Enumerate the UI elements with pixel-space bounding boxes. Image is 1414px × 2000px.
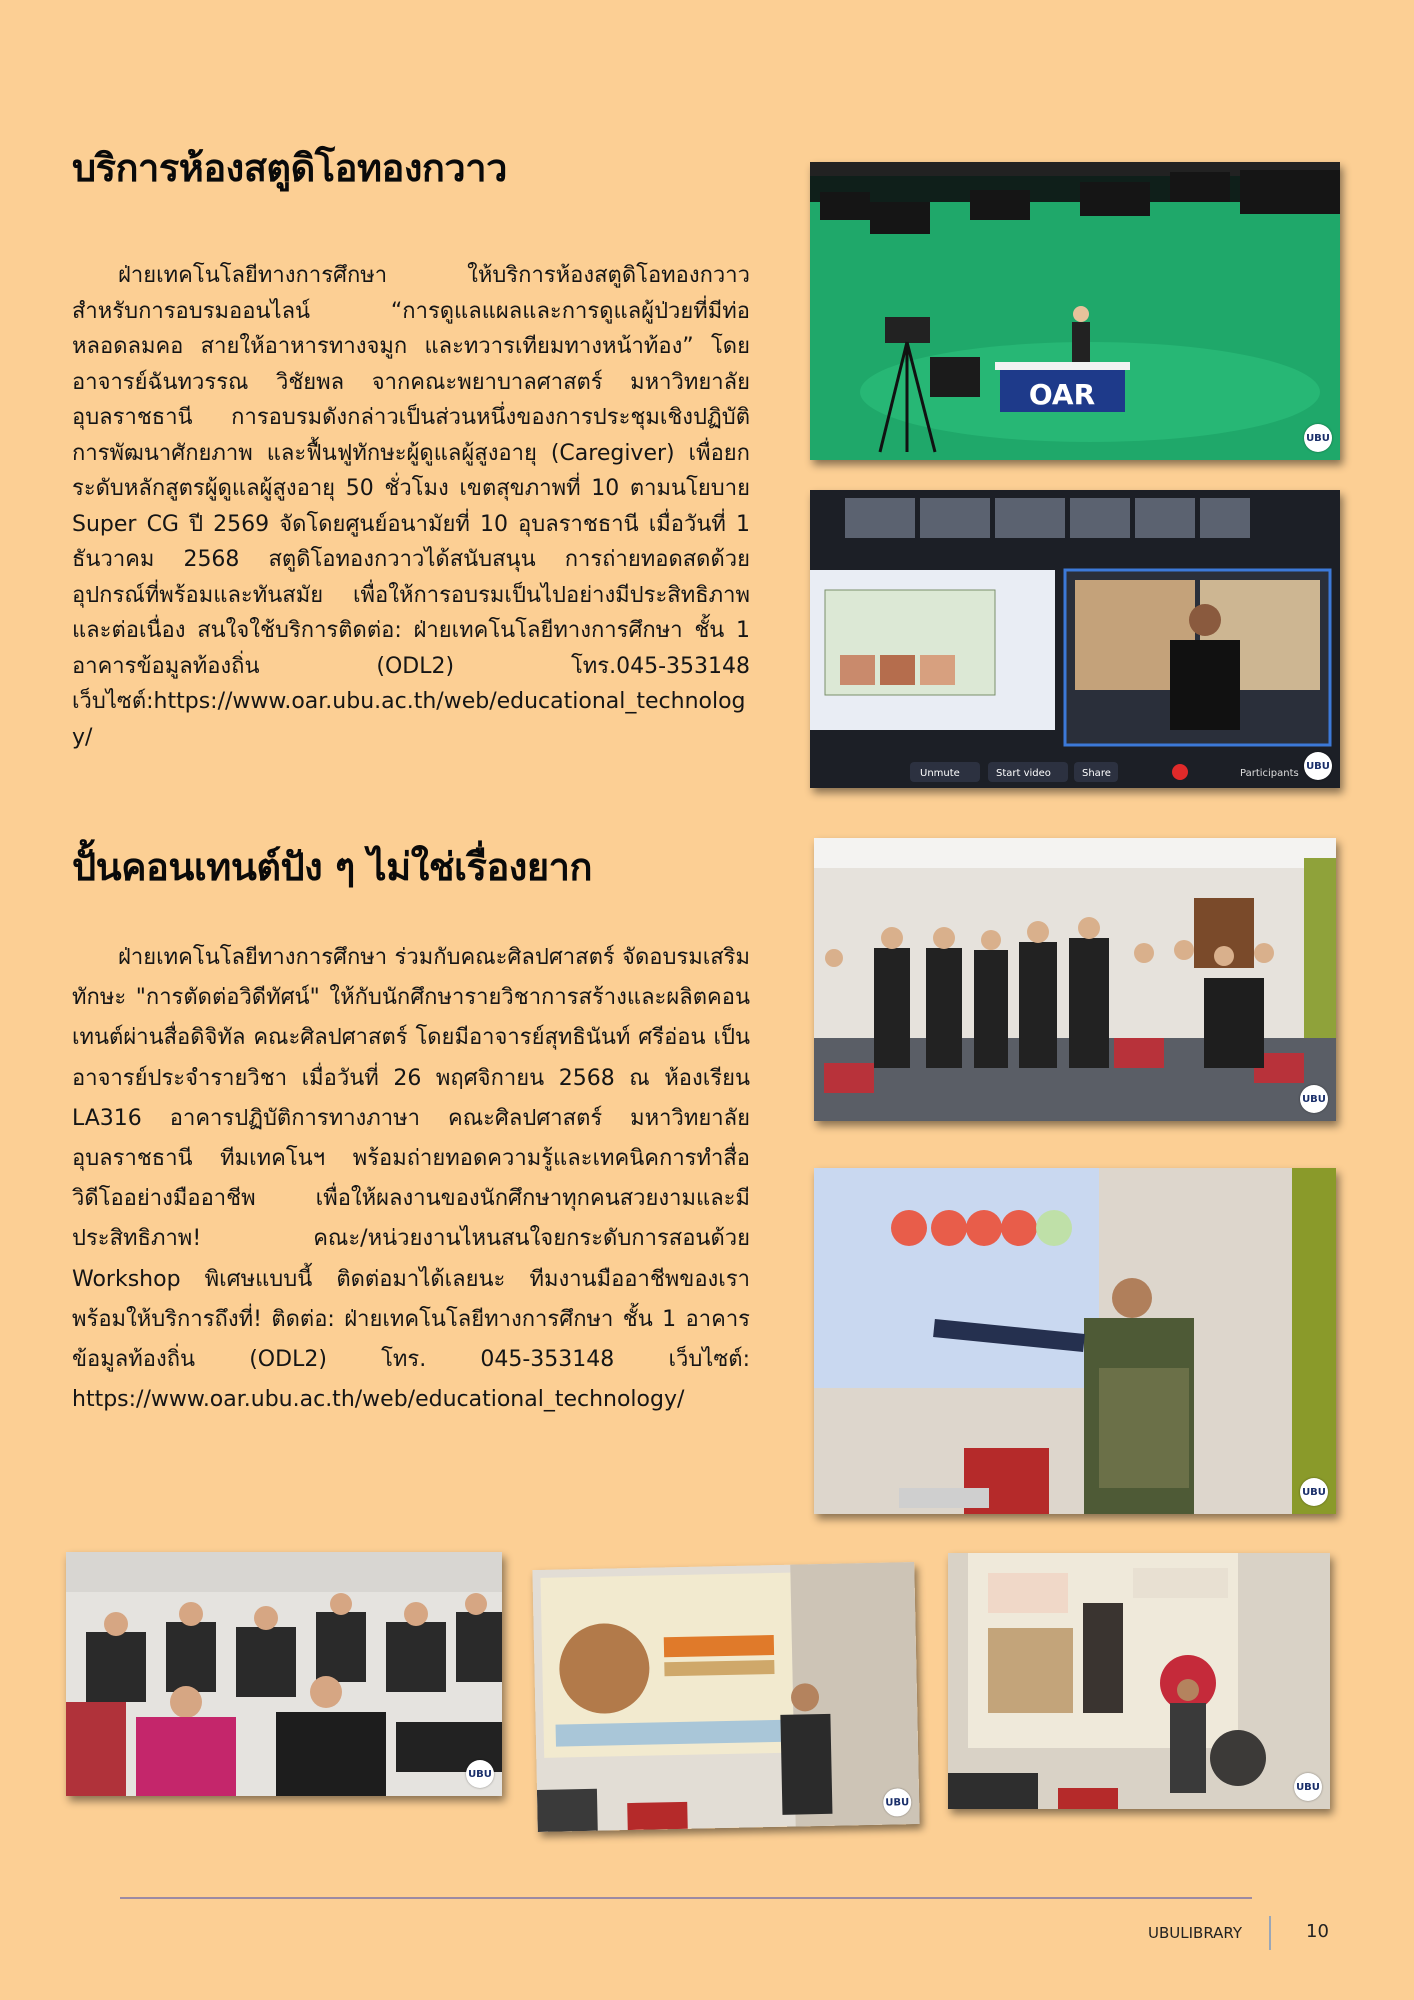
photo-classroom	[66, 1552, 502, 1796]
zoom-unmute-label: Unmute	[920, 768, 960, 779]
photo-zoom-meeting	[810, 490, 1340, 788]
zoom-participants-label: Participants	[1240, 768, 1299, 779]
zoom-share-label: Share	[1082, 768, 1111, 779]
ubu-logo-icon: UBU	[1300, 1085, 1328, 1113]
photo-presenter-2	[532, 1562, 919, 1832]
photo-presenter	[814, 1168, 1336, 1514]
page-number: 10	[1306, 1921, 1329, 1942]
photo-studio	[810, 162, 1340, 460]
ubu-logo-icon: UBU	[1300, 1478, 1328, 1506]
ubu-logo-icon: UBU	[1294, 1773, 1322, 1801]
desk-sign-text: OAR	[1028, 378, 1096, 411]
ubu-logo-icon: UBU	[466, 1760, 494, 1788]
photo-presenter-3	[948, 1553, 1330, 1809]
ubu-logo-icon: UBU	[1304, 424, 1332, 452]
footer-rule	[120, 1897, 1252, 1899]
section1-body: ฝ่ายเทคโนโลยีทางการศึกษา ให้บริการห้องสตูดิโอทองกวาว สำหรับการอบรมออนไลน์ “การดูแลแผลและการดูแลผู้ป่วยที่มีท่อหลอดลมคอ สายให้อาหารทางจมูก และทวารเทียมทางหน้าท้อง” โดย อาจารย์ฉันทวรรณ วิชัยพล จากคณะพยาบาลศาสตร์ มหาวิทยาลัยอุบลราชธานี การอบรมดังกล่าวเป็นส่วนหนึ่งของการประชุมเชิงปฏิบัติการพัฒนาศักยภาพ และฟื้นฟูทักษะผู้ดูแลผู้สูงอายุ (Caregiver) เพื่อยกระดับหลักสูตรผู้ดูแลผู้สูงอายุ 50 ชั่วโมง เขตสุขภาพที่ 10 ตามนโยบาย Super CG ปี 2569 จัดโดยศูนย์อนามัยที่ 10 อุบลราชธานี เมื่อวันที่ 1 ธันวาคม 2568 สตูดิโอทองกวาวได้สนับสนุน การถ่ายทอดสดด้วยอุปกรณ์ที่พร้อมและทันสมัย เพื่อให้การอบรมเป็นไปอย่างมีประสิทธิภาพและต่อเนื่อง สนใจใช้บริการติดต่อ: ฝ่ายเทคโนโลยีทางการศึกษา ชั้น 1 อาคารข้อมูลท้องถิ่น (ODL2) โทร.045-353148 เว็บไซต์:https://www.oar.ubu.ac.th/web/educational_technology/	[72, 263, 750, 750]
footer-divider	[1269, 1916, 1271, 1950]
photo-group	[814, 838, 1336, 1121]
zoom-start-video-label: Start video	[996, 768, 1051, 779]
ubu-logo-icon: UBU	[1304, 752, 1332, 780]
footer-library-label: UBULIBRARY	[1148, 1924, 1243, 1942]
section2-body: ฝ่ายเทคโนโลยีทางการศึกษา ร่วมกับคณะศิลปศาสตร์ จัดอบรมเสริมทักษะ "การตัดต่อวิดีทัศน์" ให้กับนักศึกษารายวิชาการสร้างและผลิตคอนเทนต์ผ่านสื่อดิจิทัล คณะศิลปศาสตร์ โดยมีอาจารย์สุทธินันท์ ศรีอ่อน เป็นอาจารย์ประจำรายวิชา เมื่อวันที่ 26 พฤศจิกายน 2568 ณ ห้องเรียน LA316 อาคารปฏิบัติการทางภาษา คณะศิลปศาสตร์ มหาวิทยาลัยอุบลราชธานี ทีมเทคโนฯ พร้อมถ่ายทอดความรู้และเทคนิคการทำสื่อวิดีโออย่างมืออาชีพ เพื่อให้ผลงานของนักศึกษาทุกคนสวยงามและมีประสิทธิภาพ! คณะ/หน่วยงานไหนสนใจยกระดับการสอนด้วย Workshop พิเศษแบบนี้ ติดต่อมาได้เลยนะ ทีมงานมืออาชีพของเราพร้อมให้บริการถึงที่! ติดต่อ: ฝ่ายเทคโนโลยีทางการศึกษา ชั้น 1 อาคารข้อมูลท้องถิ่น (ODL2) โทร. 045-353148 เว็บไซต์: https://www.oar.ubu.ac.th/web/educational_technology/	[72, 945, 750, 1413]
ubu-logo-icon: UBU	[883, 1788, 912, 1817]
section1-title: บริการห้องสตูดิโอทองกวาว	[72, 146, 507, 190]
section2-title: ปั้นคอนเทนต์ปัง ๆ ไม่ใช่เรื่องยาก	[72, 845, 592, 889]
